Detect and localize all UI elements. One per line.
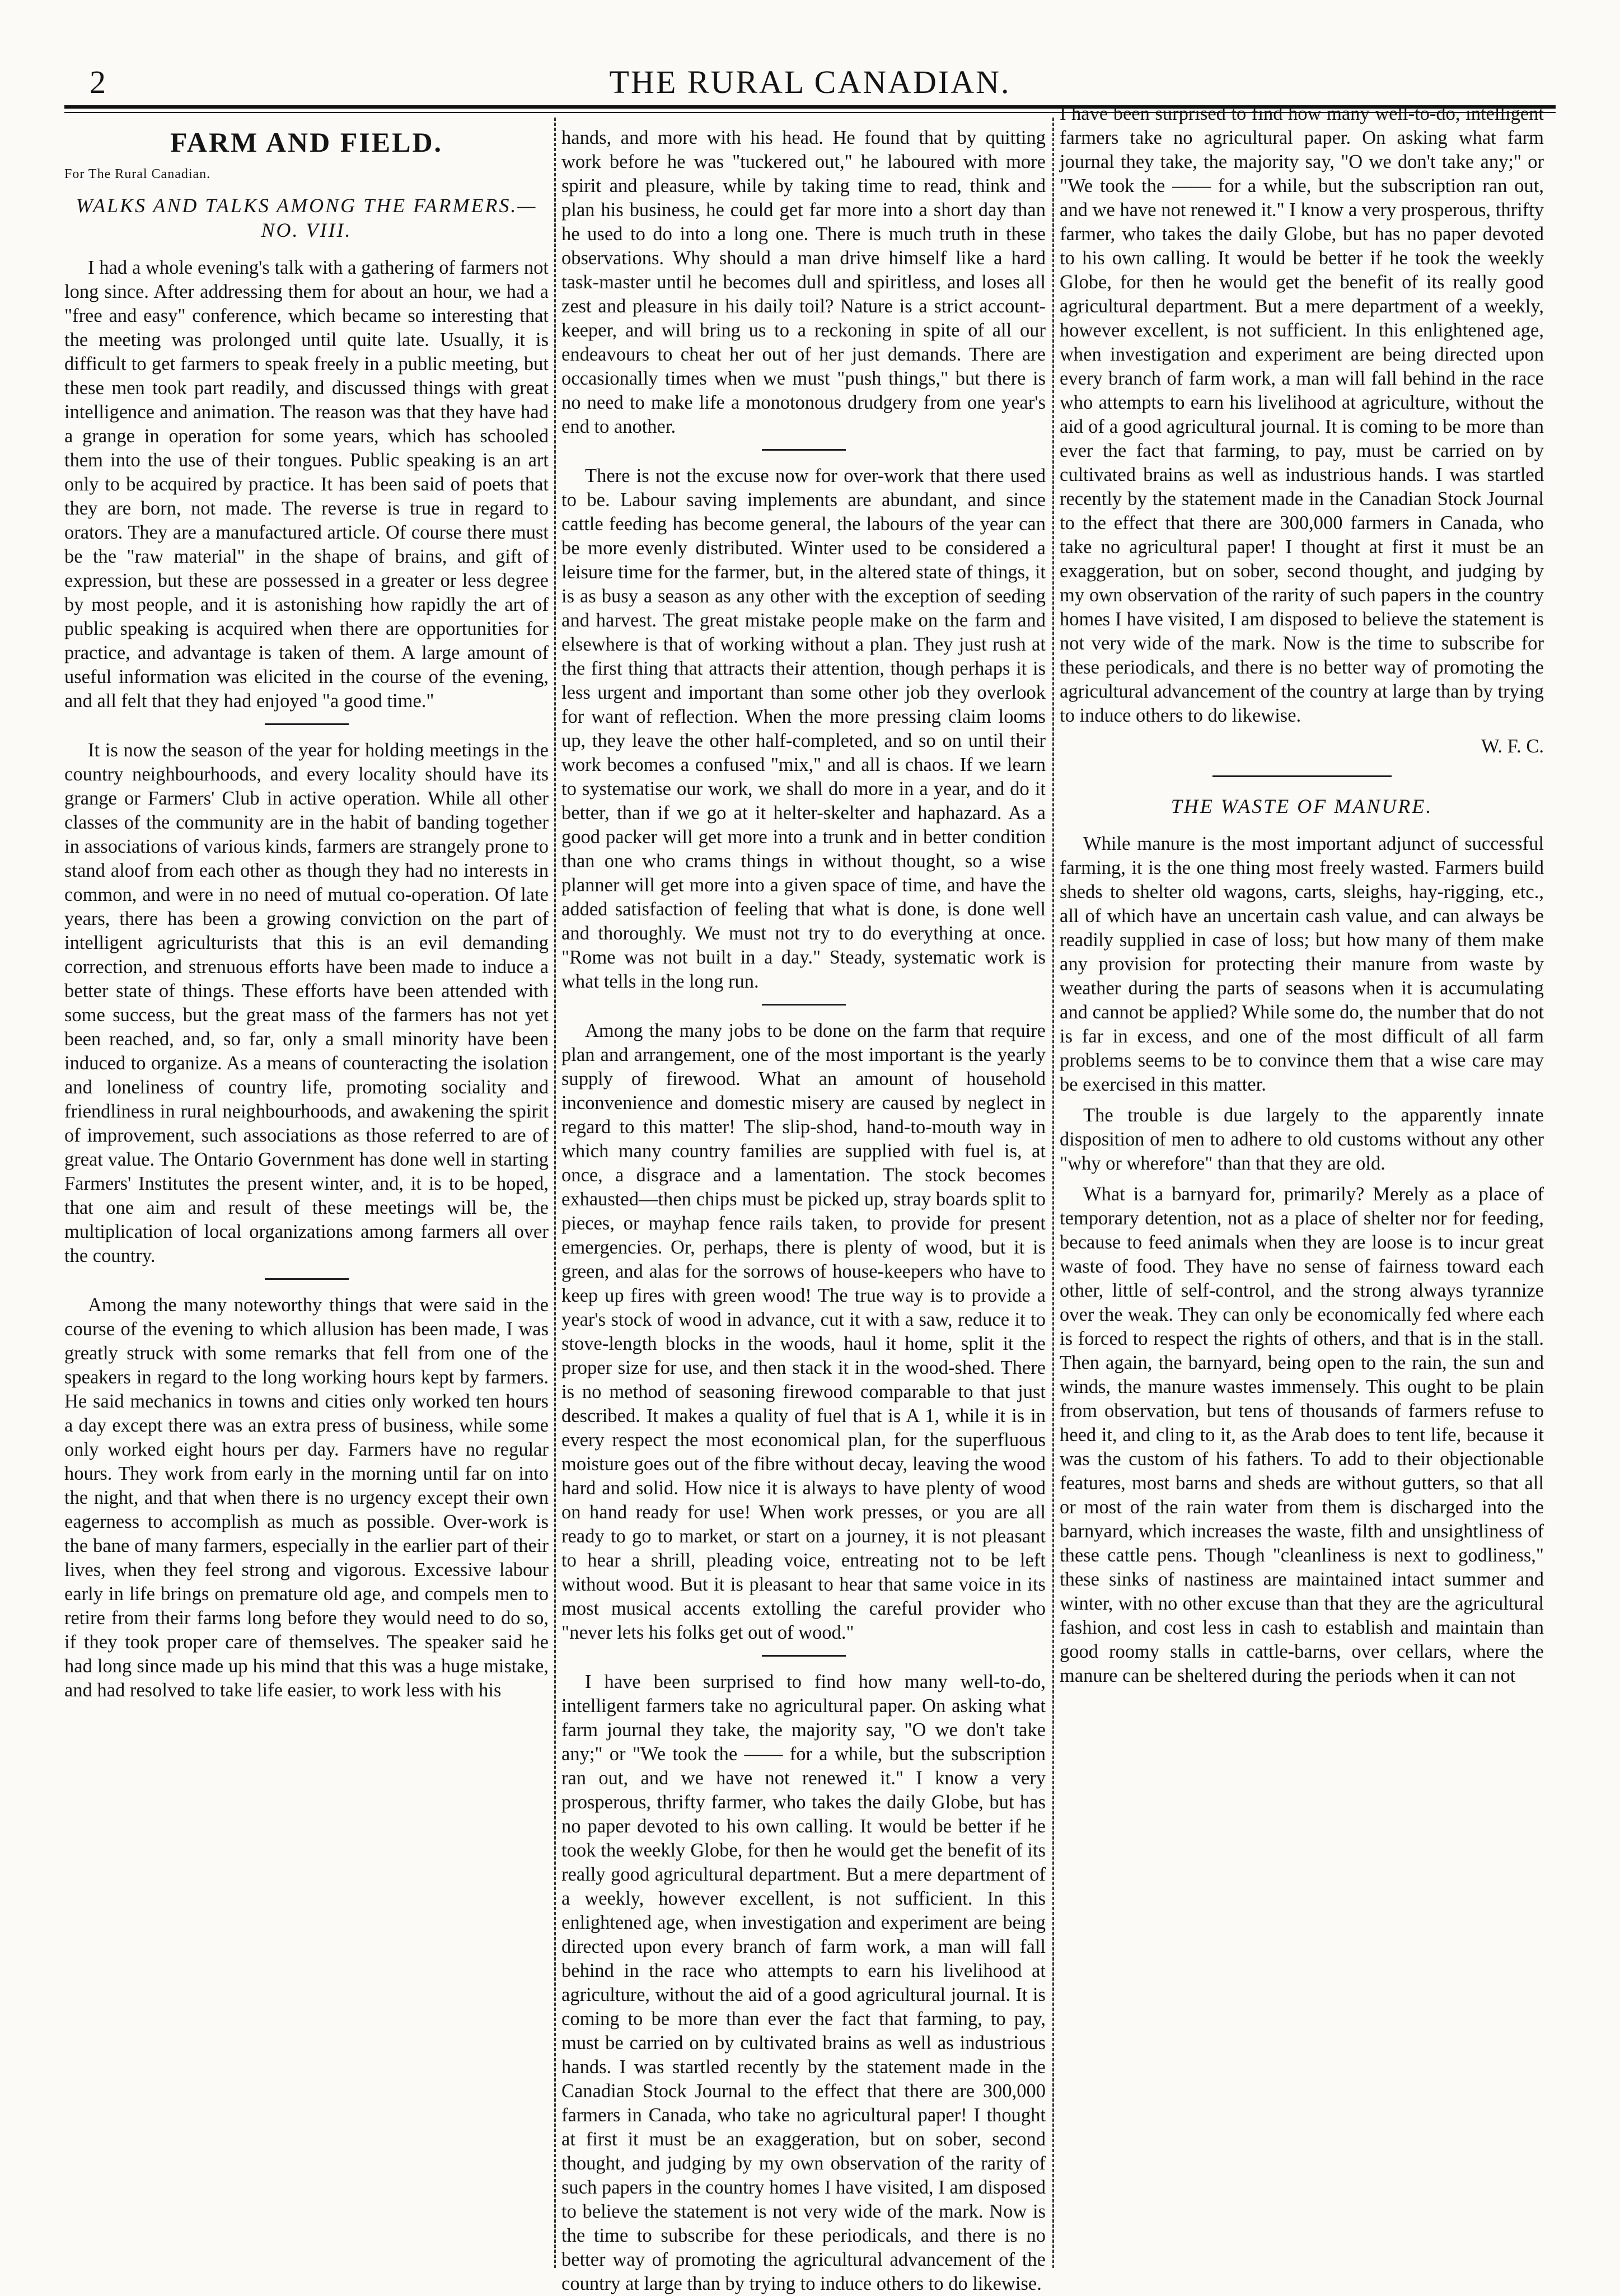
paragraph-separator [265, 1278, 349, 1280]
paragraph: I had a whole evening's talk with a gathering of farmers not long since. After addressing them for about an hour, we had a "free and easy" conference, which became so interesting that the meeting was prolonged until quite late. Usually, it is difficult to get farmers to speak freely in a public meeting, but these men took part readily, and discussed things with great intelligence and animation. The reason was that they have had a grange in operation for some years, which has schooled them into the use of their tongues. Public speaking is an art only to be acquired by practice. It has been said of poets that they are born, not made. The reverse is true in regard to orators. They are a manufactured article. Of course there must be the "raw material" in the shape of brains, and gift of expression, but these are possessed in a greater or less degree by most people, and it is astonishing how rapidly the art of public speaking is acquired when there are opportunities for practice, and advantage is taken of them. A large amount of useful information was elicited in the course of the evening, and all felt that they had enjoyed "a good time." [64, 257, 549, 712]
section-title: FARM AND FIELD. [170, 127, 443, 158]
page-number: 2 [90, 64, 107, 100]
paragraph: The trouble is due largely to the apparently innate disposition of men to adhere to old customs without any other "why or wherefore" than that they are old. [1060, 1105, 1544, 1174]
article-separator [1212, 775, 1392, 777]
column-1 [64, 126, 549, 2273]
article-subtitle: WALKS AND TALKS AMONG THE FARMERS.—NO. VIII. [76, 194, 537, 241]
paragraph: What is a barnyard for, primarily? Merely as a place of temporary detention, not as a place of shelter nor for feeding, because to feed animals when they are loose is to incur great waste of food. They have no sense of fairness toward each other, little of self-control, and the strong always tyrannize over the weak. They can only be economically fed where each is forced to respect the rights of others, and that is in the stall. Then again, the barnyard, being open to the rain, the sun and winds, the manure wastes immensely. This ought to be plain from observation, but tens of thousands of farmers refuse to heed it, and cling to it, as the Arab does to tent life, because it was the custom of his fathers. To add to their objectionable features, most barns and sheds are without gutters, so that all or most of the rain water from them is discharged into the barnyard, which increases the waste, filth and unsightliness of these cattle pens. Though "cleanliness is next to godliness," these sinks of nastiness are maintained intact summer and winter, with no other excuse than that they are the agricultural fashion, and cost less in cash to establish and maintain than good roomy stalls in cattle-barns, over cellars, where the manure can be sheltered during the periods when it can not [1060, 1184, 1544, 1686]
paragraph: Among the many jobs to be done on the farm that require plan and arrangement, one of the most important is the yearly supply of firewood. What an amount of household inconvenience and domestic misery are caused by neglect in regard to this matter! The slip-shod, hand-to-mouth way in which many country families are supplied with fuel is, at once, a disgrace and a lamentation. The stock becomes exhausted—then chips must be picked up, stray boards split to pieces, or mayhap fence rails taken, to provide for present emergencies. Or, perhaps, there is plenty of wood, but it is green, and alas for the sorrows of house-keepers who have to keep up fires with green wood! The true way is to provide a year's stock of wood in advance, cut it with a saw, reduce it to stove-length blocks in the woods, haul it home, split it the proper size for use, and then stack it in the wood-shed. There is no method of seasoning firewood comparable to that just described. It makes a quality of fuel that is A 1, while it is in every respect the most economical plan, for the superfluous moisture goes out of the fibre without decay, leaving the wood hard and solid. How nice it is always to have plenty of wood on hand ready for use! When work presses, or you are all ready to go to market, or start on a journey, it is not pleasant to hear a shrill, pleading voice, entreating not to be left without wood. But it is pleasant to hear that same voice in its most musical accents extolling the careful provider who "never lets his folks get out of wood." [561, 1020, 1046, 1643]
masthead [64, 53, 1556, 109]
paragraph-separator [762, 1004, 846, 1006]
paragraph: There is not the excuse now for over-work that there used to be. Labour saving implements are abundant, and since cattle feeding has become general, the labours of the year can be more evenly distributed. Winter used to be considered a leisure time for the farmer, but, in the altered state of things, it is as busy a season as any other with the exception of seeding and harvest. The great mistake people make on the farm and elsewhere is that of working without a plan. They just rush at the first thing that attracts their attention, though perhaps it is less urgent and important than some other job they overlook for want of reflection. When the more pressing claim looms up, they leave the other half-completed, and so on until their work becomes a confused "mix," and all is chaos. If we learn to systematise our work, we shall do more in a year, and do it better, than if we go at it helter-skelter and haphazard. As a good packer will get more into a trunk and in better condition than one who crams things in without thought, so a wise planner will get more into a given space of time, and have the added satisfaction of feeling that what is done, is done well and thoroughly. We must not try to do everything at once. "Rome was not built in a day." Steady, systematic work is what tells in the long run. [561, 465, 1046, 992]
author-signature: W. F. C. [1481, 736, 1544, 757]
column-3 [1060, 103, 1544, 2273]
paragraph: While manure is the most important adjunct of successful farming, it is the one thing most freely wasted. Farmers build sheds to shelter old wagons, carts, sleighs, hay-rigging, etc., all of which have an uncertain cash value, and can always be readily supplied in case of loss; but how many of them make any provision for protecting their manure from waste by weather during the parts of seasons when it is accumulating and cannot be applied? While some do, the number that do not is far in excess, and one of the most difficult of all farm problems seems to be to convince them that a wise care may be exercised in this matter. [1060, 833, 1544, 1095]
paragraph: Among the many noteworthy things that were said in the course of the evening to which allusion has been made, I was greatly struck with some remarks that fell from one of the speakers in regard to the long working hours kept by farmers. He said mechanics in towns and cities only worked ten hours a day except there was an extra press of business, while some only worked eight hours per day. Farmers have no regular hours. They work from early in the morning until far on into the night, and that when there is no urgency except their own eagerness to accomplish as much as possible. Over-work is the bane of many farmers, especially in the earlier part of their lives, when they feel strong and vigorous. Excessive labour early in life brings on premature old age, and compels men to retire from their farms long before they would need to do so, if they took proper care of themselves. The speaker said he had long since made up his mind that this was a huge mistake, and had resolved to take life easier, to work less with his [64, 1294, 549, 1701]
paragraph-separator [265, 723, 349, 725]
column-divider [554, 118, 556, 2268]
paragraph-separator [762, 449, 846, 451]
paragraph-continued: hands, and more with his head. He found that by quitting work before he was "tuckered out," he laboured with more spirit and pleasure, while by taking time to read, think and plan his business, he could get far more into a short day than he used to do into a long one. There is much truth in these observations. Why should a man drive himself like a hard task-master until he becomes dull and spiritless, and loses all zest and pleasure in his daily toil? Nature is a strict account-keeper, and will bring us to a reckoning in spite of all our endeavours to cheat her out of her just demands. There are occasionally times when we must "push things," but there is no need to make life a monotonous drudgery from one year's end to another. [561, 127, 1046, 437]
article-subtitle: THE WASTE OF MANURE. [1170, 795, 1433, 817]
column-2 [561, 126, 1046, 2294]
paragraph-separator [762, 1655, 846, 1657]
paragraph-continued [1060, 102, 1544, 728]
newspaper-title: THE RURAL CANADIAN. [609, 64, 1011, 100]
continued-text: I have been surprised to find how many well-to-do, intelligent farmers take no agricultural paper. On asking what farm journal they take, the majority say, "O we don't take any;" or "We took the —— for a while, but the subscription ran out, and we have not renewed it." I know a very prosperous, thrifty farmer, who takes the daily Globe, but has no paper devoted to his own calling. It would be better if he took the weekly Globe, for then he would get the benefit of its really good agricultural department. But a mere department of a weekly, however excellent, is not sufficient. In this enlightened age, when investigation and experiment are being directed upon every branch of farm work, a man will fall behind in the race who attempts to earn his livelihood at agriculture, without the aid of a good agricultural journal. It is coming to be more than ever the fact that farming, to pay, must be carried on by cultivated brains as well as industrious hands. I was startled recently by the statement made in the Canadian Stock Journal to the effect that there are 300,000 farmers in Canada, who take no agricultural paper! I thought at first it must be an exaggeration, but on sober, second thought, and judging by my own observation of the rarity of such papers in the country homes I have visited, I am disposed to believe the statement is not very wide of the mark. Now is the time to subscribe for these periodicals, and there is no better way of promoting the agricultural advancement of the country at large than by trying to induce others to do likewise. [1060, 103, 1544, 726]
byline: For The Rural Canadian. [64, 167, 211, 181]
paragraph: It is now the season of the year for holding meetings in the country neighbourhoods, and every locality should have its grange or Farmers' Club in active operation. While all other classes of the community are in the habit of banding together in associations of various kinds, farmers are strangely prone to stand aloof from each other as though they had no interests in common, and were in no need of mutual co-operation. Of late years, there has been a growing conviction on the part of intelligent agriculturists that this is an evil demanding correction, and strenuous efforts have been made to induce a better state of things. These efforts have been attended with some success, but the great mass of the farmers has not yet been reached, and, so far, only a small minority have been induced to organize. As a means of counteracting the isolation and loneliness of country life, promoting sociality and friendliness in rural neighbourhoods, and awakening the spirit of improvement, such associations as those referred to are of great value. The Ontario Government has done well in starting Farmers' Institutes the present winter, and, it is to be hoped, that one aim and result of these meetings will be, the multiplication of local organizations among farmers all over the country. [64, 740, 549, 1266]
paragraph-start: I have been surprised to find how many well-to-do, intelligent farmers take no agricultural paper. On asking what farm journal they take, the majority say, "O we don't take any;" or "We took the —— for a while, but the subscription ran out, and we have not renewed it." I know a very prosperous, thrifty farmer, who takes the daily Globe, but has no paper devoted to his own calling. It would be better if he took the weekly Globe, for then he would get the benefit of its really good agricultural department. But a mere department of a weekly, however excellent, is not sufficient. In this enlightened age, when investigation and experiment are being directed upon every branch of farm work, a man will fall behind in the race who attempts to earn his livelihood at agriculture, without the aid of a good agricultural journal. It is coming to be more than ever the fact that farming, to pay, must be carried on by cultivated brains as well as industrious hands. I was startled recently by the statement made in the Canadian Stock Journal to the effect that there are 300,000 farmers in Canada, who take no agricultural paper! I thought at first it must be an exaggeration, but on sober, second thought, and judging by my own observation of the rarity of such papers in the country homes I have visited, I am disposed to believe the statement is not very wide of the mark. Now is the time to subscribe for these periodicals, and there is no better way of promoting the agricultural advancement of the country at large than by trying to induce others to do likewise. [561, 1671, 1046, 2294]
column-divider [1052, 118, 1054, 2268]
